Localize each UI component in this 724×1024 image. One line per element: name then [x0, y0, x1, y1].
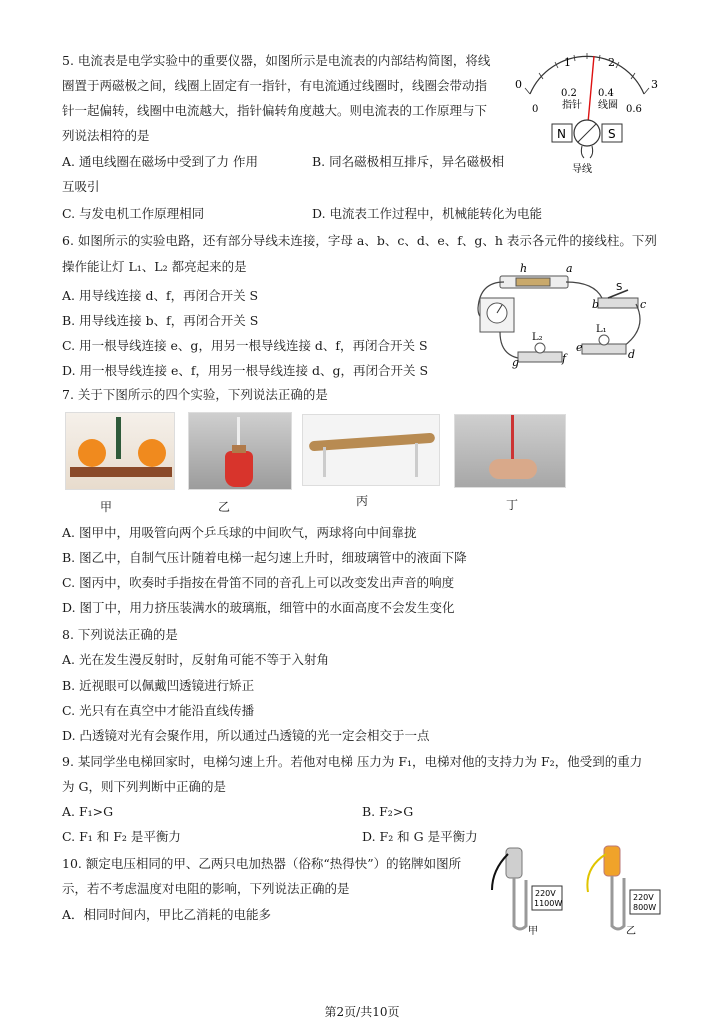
photo-jia	[65, 412, 175, 490]
wire-label: 导线	[572, 164, 592, 175]
scale-bottom-0: 0	[532, 104, 539, 115]
q5-line-3: 针一起偏转，线圈中电流越大，指针偏转角度越大。则电流表的工作原理与下	[62, 103, 488, 118]
caption-bing: 丙	[356, 494, 369, 508]
q8-option-a: A. 光在发生漫反射时，反射角可能不等于入射角	[62, 652, 329, 667]
heater-diagram	[488, 840, 668, 936]
q9-line-2: 为 G，则下列判断中正确的是	[62, 779, 226, 794]
pointer-label: 指针	[562, 100, 582, 111]
terminal-h: h	[520, 262, 528, 275]
terminal-f: f	[562, 352, 567, 365]
q10-option-a: A．相同时间内，甲比乙消耗的电能多	[62, 907, 272, 922]
photo-ding	[454, 414, 566, 488]
scale-top-1: 1	[564, 56, 571, 69]
heater-yi-label: 乙	[626, 926, 636, 936]
switch-label: S	[616, 282, 623, 293]
terminal-g: g	[512, 356, 520, 369]
terminal-a: a	[566, 262, 573, 275]
circuit-diagram	[470, 258, 650, 374]
lamp-l1-label: L₁	[596, 324, 607, 335]
q10-line-2: 示，若不考虑温度对电阻的影响，下列说法正确的是	[62, 881, 350, 896]
q9-option-d: D. F₂ 和 G 是平衡力	[362, 829, 478, 844]
q9-option-b: B. F₂>G	[362, 804, 414, 819]
ammeter-diagram	[512, 46, 662, 176]
heater-jia-label: 甲	[528, 926, 538, 936]
q6-option-c: C. 用一根导线连接 e、g，用另一根导线连接 d、f，再闭合开关 S	[62, 338, 428, 353]
q10-line-1: 10. 额定电压相同的甲、乙两只电加热器（俗称“热得快”）的铭牌如图所	[62, 856, 462, 871]
lamp-l2-label: L₂	[532, 332, 543, 343]
photo-bing	[302, 414, 440, 486]
q8-option-b: B. 近视眼可以佩戴凹透镜进行矫正	[62, 678, 255, 693]
terminal-b: b	[592, 298, 600, 311]
q5-option-a: A. 通电线圈在磁场中受到了力 作用	[62, 154, 258, 169]
page-footer: 第2页/共10页	[324, 1005, 400, 1019]
q5-option-c: C. 与发电机工作原理相同	[62, 206, 205, 221]
caption-ding: 丁	[506, 498, 519, 512]
scale-bottom-3: 0.6	[626, 104, 642, 115]
q5-line-2: 圈置于两磁极之间，线圈上固定有一指针，有电流通过线圈时，线圈会带动指	[62, 78, 488, 93]
plate-yi-power: 800W	[633, 903, 657, 912]
q7-option-a: A. 图甲中，用吸管向两个乒乓球的中间吹气，两球将向中间靠拢	[62, 525, 417, 540]
q5-line-4: 列说法相符的是	[62, 128, 150, 143]
q9-line-1: 9. 某同学坐电梯回家时，电梯匀速上升。若他对电梯 压力为 F₁，电梯对他的支持力为 F₂，他受到的重力	[62, 754, 643, 769]
scale-bottom-2: 0.4	[598, 88, 614, 99]
q8-option-d: D. 凸透镜对光有会聚作用，所以通过凸透镜的光一定会相交于一点	[62, 728, 430, 743]
q5-option-b-cont: 互吸引	[62, 179, 100, 194]
plate-jia-power: 1100W	[534, 899, 563, 908]
heater-yi-handle	[604, 846, 620, 876]
lamp-l2	[535, 343, 545, 353]
q9-option-a: A. F₁>G	[62, 804, 114, 819]
q6-line-1: 6. 如图所示的实验电路，还有部分导线未连接，字母 a、b、c、d、e、f、g、h 表示各元件的接线柱。下列	[62, 233, 657, 248]
pole-n-label: N	[557, 127, 566, 141]
terminal-e: e	[576, 341, 583, 354]
q5-option-b: B. 同名磁极相互排斥，异名磁极相	[312, 154, 505, 169]
q6-option-b: B. 用导线连接 b、f，再闭合开关 S	[62, 313, 259, 328]
scale-top-0: 0	[515, 78, 522, 91]
plate-yi-voltage: 220V	[633, 893, 654, 902]
photo-yi	[188, 412, 292, 490]
q6-line-2: 操作能让灯 L₁、L₂ 都亮起来的是	[62, 259, 247, 274]
lamp-l1	[599, 335, 609, 345]
q7-option-c: C. 图丙中，吹奏时手指按在骨笛不同的音孔上可以改变发出声音的响度	[62, 575, 455, 590]
q7-option-b: B. 图乙中，自制气压计随着电梯一起匀速上升时，细玻璃管中的液面下降	[62, 550, 467, 565]
terminal-d: d	[628, 348, 636, 361]
q7-option-d: D. 图丁中，用力挤压装满水的玻璃瓶，细管中的水面高度不会发生变化	[62, 600, 455, 615]
switch-base	[598, 298, 638, 308]
scale-bottom-1: 0.2	[561, 88, 577, 99]
q5-line-1: 5. 电流表是电学实验中的重要仪器，如图所示是电流表的内部结构简图，将线	[62, 53, 491, 68]
pole-s-label: S	[608, 127, 616, 141]
heater-jia-handle	[506, 848, 522, 878]
q5-option-d: D. 电流表工作过程中，机械能转化为电能	[312, 206, 543, 221]
terminal-c: c	[640, 298, 647, 311]
scale-top-3: 3	[651, 78, 658, 91]
q6-option-a: A. 用导线连接 d、f，再闭合开关 S	[62, 288, 259, 303]
q6-option-d: D. 用一根导线连接 e、f，用另一根导线连接 d、g，再闭合开关 S	[62, 363, 429, 378]
caption-jia: 甲	[100, 500, 113, 514]
coil-label: 线圈	[598, 100, 618, 111]
scale-top-2: 2	[608, 56, 615, 69]
q8-option-c: C. 光只有在真空中才能沿直线传播	[62, 703, 255, 718]
plate-jia-voltage: 220V	[535, 889, 556, 898]
q8-line: 8. 下列说法正确的是	[62, 627, 178, 642]
q9-option-c: C. F₁ 和 F₂ 是平衡力	[62, 829, 181, 844]
q7-line: 7. 关于下图所示的四个实验，下列说法正确的是	[62, 387, 328, 402]
caption-yi: 乙	[218, 500, 231, 514]
